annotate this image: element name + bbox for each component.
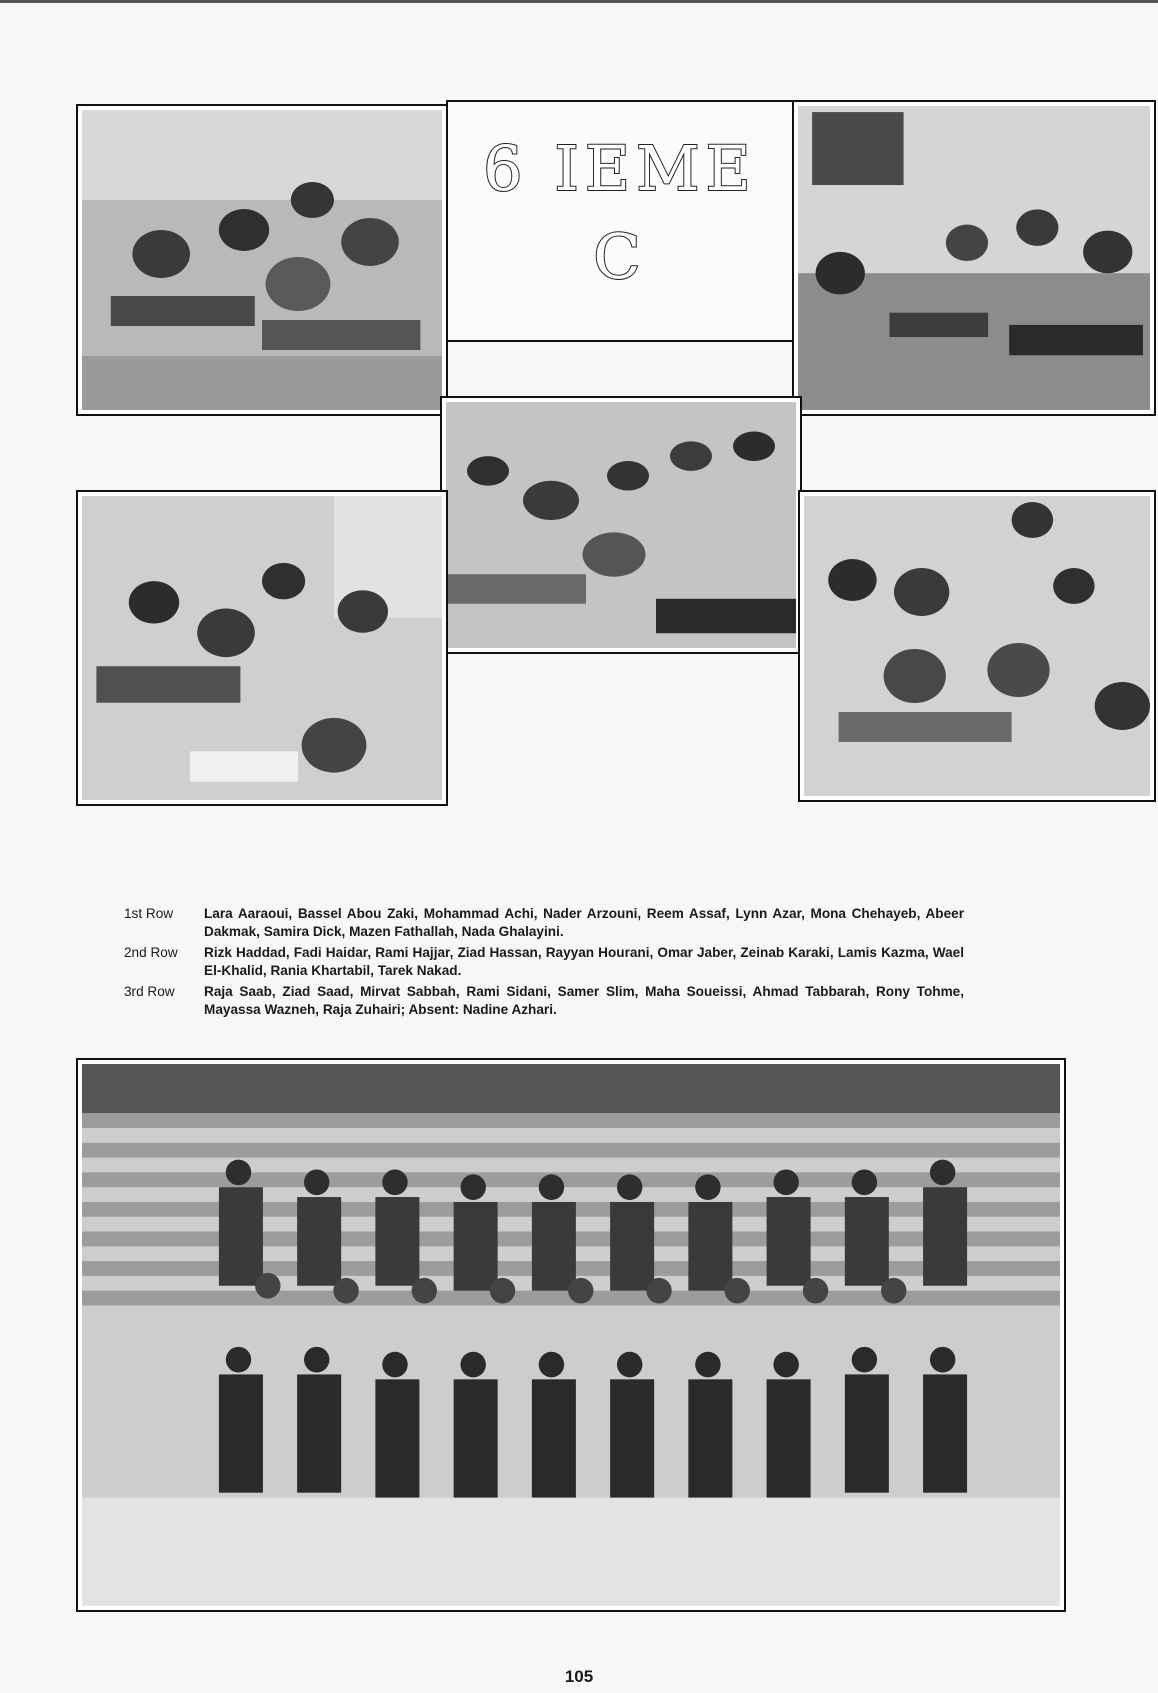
students-smiling-image — [804, 496, 1150, 796]
photo-image — [804, 496, 1150, 796]
photo-image — [82, 1064, 1060, 1606]
roster-row-label: 2nd Row — [124, 945, 178, 960]
classroom-photo-top-right — [792, 100, 1156, 416]
roster-row-names: Lara Aaraoui, Bassel Abou Zaki, Mohammad Achi, Nader Arzouni, Reem Assaf, Lynn Azar, Mona Chehayeb, Abeer Dakmak, Samira Dick, Mazen Fathallah, Nada Ghalayini. — [204, 906, 964, 939]
roster-row-names: Raja Saab, Ziad Saad, Mirvat Sabbah, Rami Sidani, Samer Slim, Maha Soueissi, Ahmad Tabbarah, Rony Tohme, Mayassa Wazneh, Raja Zuhairi; Absent: Nadine Azhari. — [204, 984, 964, 1017]
students-at-desks-image — [82, 496, 442, 800]
roster-row-label: 3rd Row — [124, 984, 175, 999]
roster-row-names: Rizk Haddad, Fadi Haidar, Rami Hajjar, Ziad Hassan, Rayyan Hourani, Omar Jaber, Zeinab Karaki, Lamis Kazma, Wael El-Khalid, Rania Khartabil, Tarek Nakad. — [204, 945, 964, 978]
students-at-desks-image — [82, 110, 442, 410]
class-roster-caption — [124, 905, 964, 1022]
classroom-photo-top-left — [76, 104, 448, 416]
roster-row-label: 1st Row — [124, 906, 174, 921]
top-rule — [0, 0, 1158, 3]
roster-row-3 — [124, 983, 964, 1019]
photo-image — [798, 106, 1150, 410]
roster-row-1 — [124, 905, 964, 941]
classroom-photo-center — [440, 396, 802, 654]
photo-image — [82, 496, 442, 800]
photo-image — [446, 402, 796, 648]
roster-row-2 — [124, 944, 964, 980]
class-title-box — [446, 100, 794, 342]
classroom-photo-bottom-left — [76, 490, 448, 806]
classroom-photo-bottom-right — [798, 490, 1156, 802]
page-number: 105 — [564, 1667, 594, 1686]
class-title: 6 IEME — [483, 132, 757, 205]
class-section-letter: C — [593, 220, 647, 293]
students-waving-image — [446, 402, 796, 648]
students-at-desks-image — [798, 106, 1150, 410]
photo-image — [82, 110, 442, 410]
group-on-bleachers-image — [82, 1064, 1060, 1606]
class-group-photo — [76, 1058, 1066, 1612]
